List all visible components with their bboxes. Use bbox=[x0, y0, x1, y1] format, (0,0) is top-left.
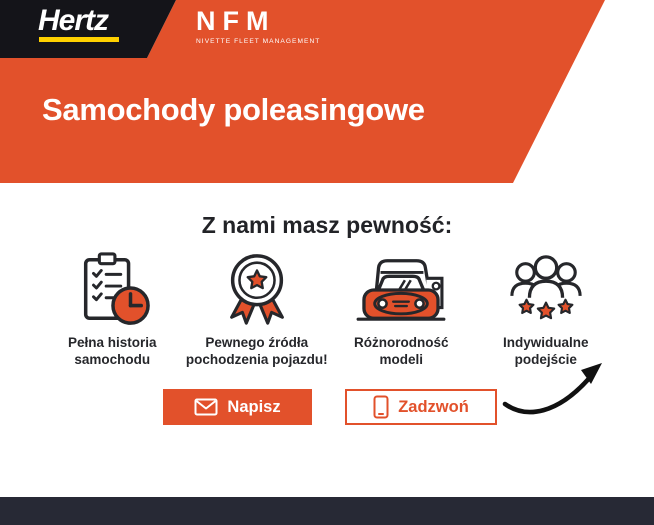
clipboard-clock-icon bbox=[71, 247, 153, 327]
feature-label-line1: Różnorodność bbox=[354, 335, 449, 350]
feature-label-line1: Pewnego źródła bbox=[205, 335, 309, 350]
feature-models bbox=[329, 247, 474, 368]
feature-origin bbox=[185, 247, 330, 368]
cars-icon bbox=[353, 247, 449, 327]
feature-label-line2: pochodzenia pojazdu! bbox=[185, 352, 328, 367]
section-heading: Z nami masz pewność: bbox=[201, 212, 453, 238]
feature-label-line1: Indywidualne bbox=[502, 335, 589, 350]
feature-individual bbox=[474, 247, 619, 368]
feature-label bbox=[68, 334, 157, 368]
write-button[interactable] bbox=[163, 389, 312, 425]
hertz-yellow-bar bbox=[39, 37, 119, 42]
feature-label-line1: Pełna historia bbox=[67, 335, 157, 350]
envelope-icon bbox=[194, 398, 218, 416]
feature-history bbox=[40, 247, 185, 368]
medal-icon bbox=[218, 247, 296, 327]
curved-arrow-icon bbox=[488, 355, 628, 435]
feature-label-line2: samochodu bbox=[74, 352, 151, 367]
write-button-label: Napisz bbox=[227, 397, 281, 416]
features-row bbox=[40, 247, 618, 368]
call-button-label: Zadzwoń bbox=[398, 397, 469, 416]
page-title: Samochody poleasingowe bbox=[42, 92, 425, 127]
feature-label bbox=[186, 334, 328, 368]
feature-label bbox=[354, 334, 449, 368]
phone-icon bbox=[373, 395, 389, 419]
team-stars-icon bbox=[504, 247, 588, 327]
feature-label-line2: modeli bbox=[379, 352, 423, 367]
nfm-logo bbox=[196, 7, 320, 45]
call-button[interactable] bbox=[345, 389, 497, 425]
feature-label-line2: podejście bbox=[514, 352, 577, 367]
nfm-wordmark: NFM bbox=[196, 6, 276, 36]
nfm-subtitle: NIVETTE FLEET MANAGEMENT bbox=[196, 38, 321, 45]
footer-bar bbox=[0, 497, 654, 525]
hertz-wordmark: Hertz bbox=[38, 4, 109, 37]
